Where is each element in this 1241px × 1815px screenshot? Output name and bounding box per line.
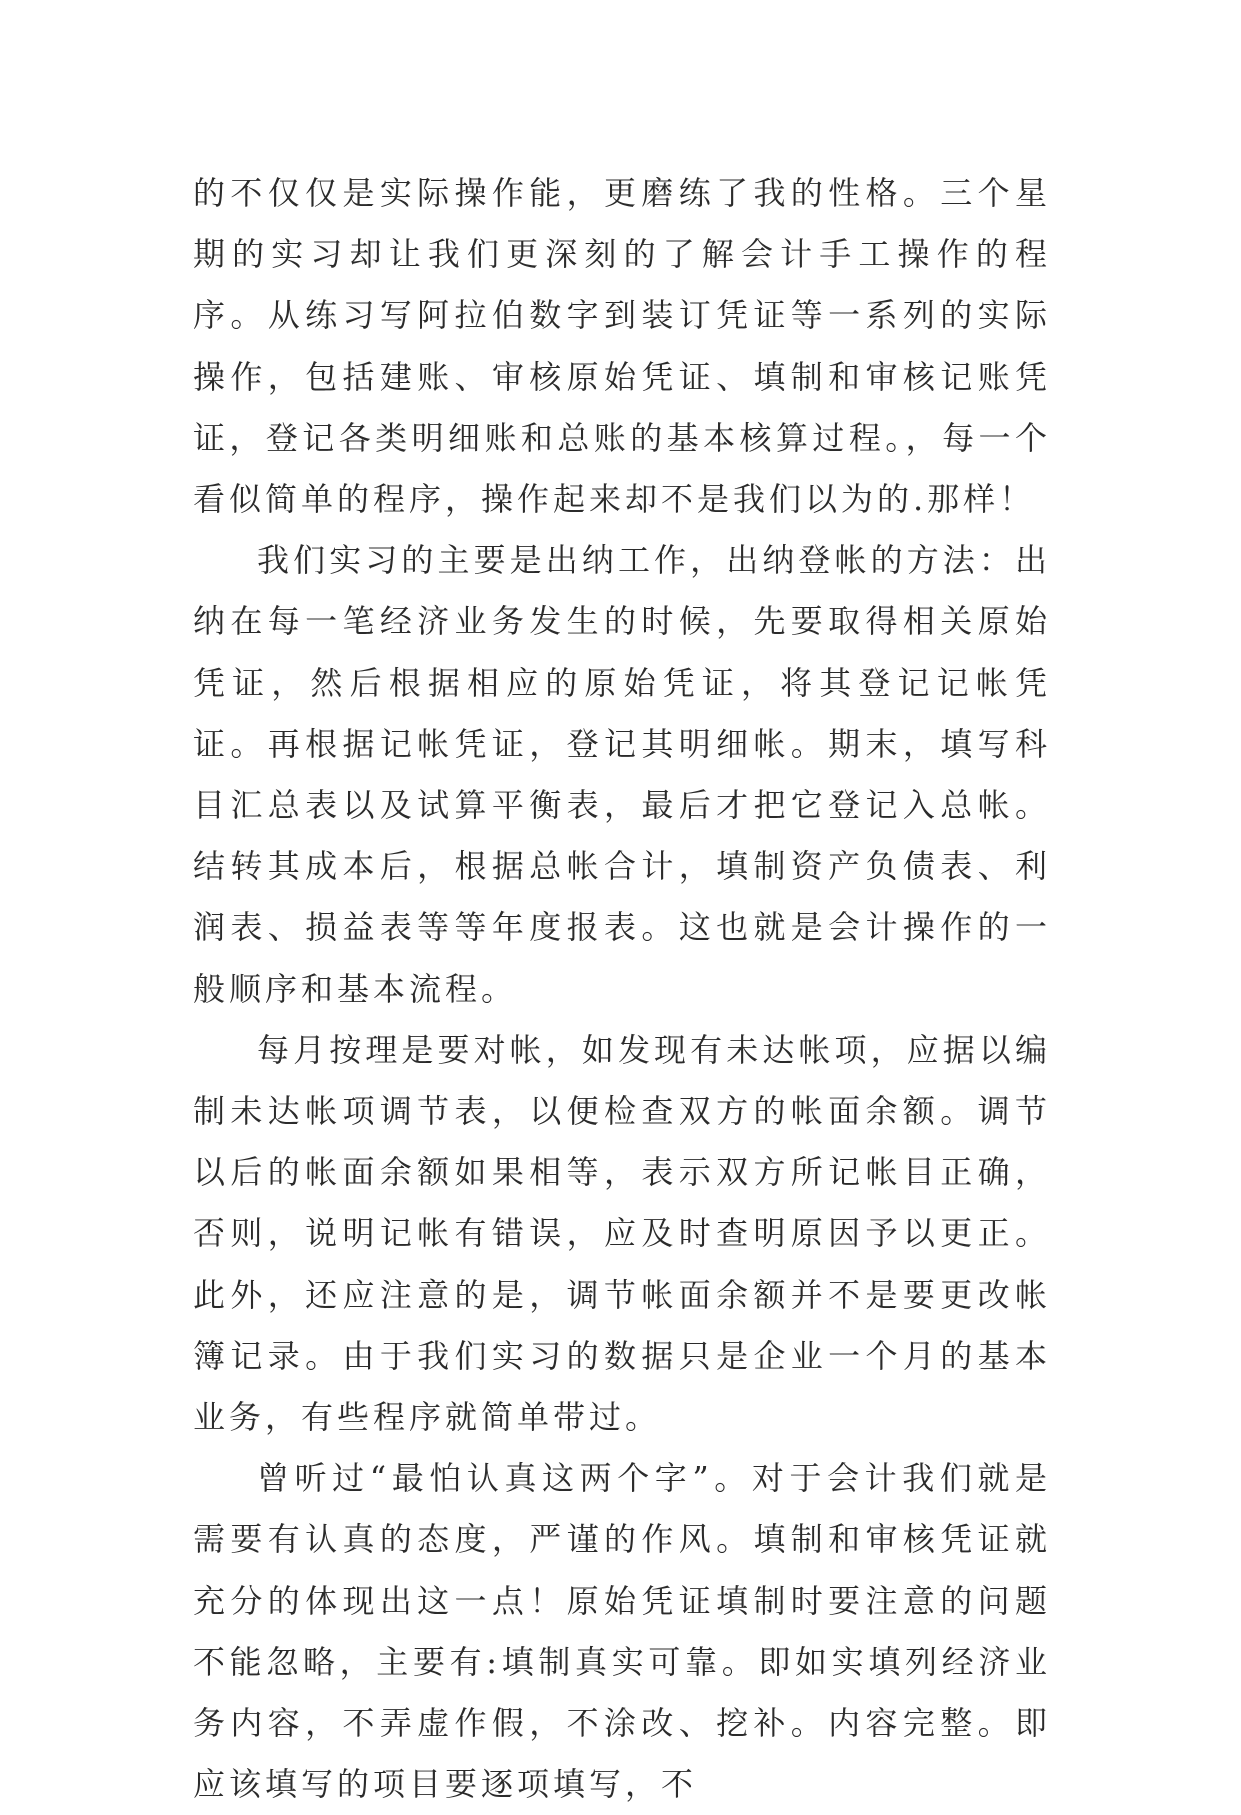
document-body (193, 163, 1051, 1815)
paragraph-reconciliation: 每月按理是要对帐，如发现有未达帐项，应据以编制未达帐项调节表，以便检查双方的帐面余额。调节以后的帐面余额如果相等，表示双方所记帐目正确，否则，说明记帐有错误，应及时查明原因予以更正。此外，还应注意的是，调节帐面余额并不是要更改帐簿记录。由于我们实习的数据只是企业一个月的基本业务，有些程序就简单带过。 (193, 1030, 1051, 1437)
paragraph-cashier-work: 我们实习的主要是出纳工作，出纳登帐的方法：出纳在每一笔经济业务发生的时候，先要取得相关原始凭证，然后根据相应的原始凭证，将其登记记帐凭证。再根据记帐凭证，登记其明细帐。期末，填写科目汇总表以及试算平衡表，最后才把它登记入总帐。结转其成本后，根据总帐合计，填制资产负债表、利润表、损益表等等年度报表。这也就是会计操作的一般顺序和基本流程。 (193, 541, 1051, 1008)
paragraph-continuation: 的不仅仅是实际操作能，更磨练了我的性格。三个星期的实习却让我们更深刻的了解会计手工操作的程序。从练习写阿拉伯数字到装订凭证等一系列的实际操作，包括建账、审核原始凭证、填制和审核记账凭证，登记各类明细账和总账的基本核算过程。，每一个看似简单的程序，操作起来却不是我们以为的.那样！ (193, 174, 1051, 519)
paragraph-conscientiousness: 曾听过“最怕认真这两个字”。对于会计我们就是需要有认真的态度，严谨的作风。填制和审核凭证就充分的体现出这一点！原始凭证填制时要注意的问题不能忽略，主要有:填制真实可靠。即如实填列经济业务内容，不弄虚作假，不涂改、挖补。内容完整。即应该填写的项目要逐项填写，不 (193, 1459, 1051, 1804)
